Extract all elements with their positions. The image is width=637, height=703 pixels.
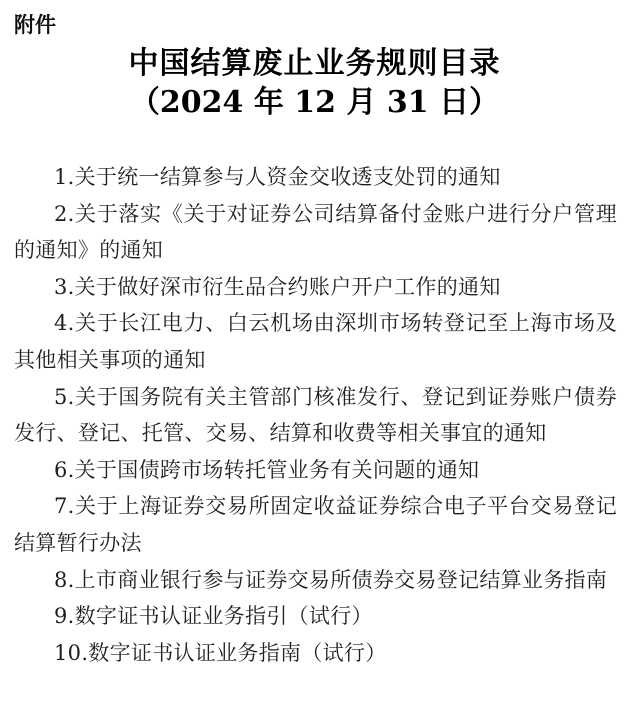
- attachment-label: 附件: [14, 13, 56, 37]
- list-item: 5.关于国务院有关主管部门核准发行、登记到证券账户债券发行、登记、托管、交易、结算和收费等相关事宜的通知: [14, 384, 617, 446]
- list-item: 10.数字证书认证业务指南（试行）: [54, 640, 387, 665]
- list-item: 4.关于长江电力、白云机场由深圳市场转登记至上海市场及其他相关事项的通知: [14, 311, 617, 372]
- list-item: 2.关于落实《关于对证券公司结算备付金账户进行分户管理的通知》的通知: [14, 201, 617, 263]
- list-item: 9.数字证书认证业务指引（试行）: [54, 604, 373, 629]
- document-date-line: （2024 年 12 月 31 日）: [129, 85, 500, 120]
- abolished-rules-list: [14, 159, 617, 671]
- list-item: 7.关于上海证券交易所固定收益证券综合电子平台交易登记结算暂行办法: [14, 494, 617, 555]
- list-item: 6.关于国债跨市场转托管业务有关问题的通知: [54, 457, 480, 482]
- list-item: 8.上市商业银行参与证券交易所债券交易登记结算业务指南: [54, 567, 608, 592]
- list-item: 3.关于做好深市衍生品合约账户开户工作的通知: [54, 274, 501, 299]
- document-title: 中国结算废止业务规则目录: [128, 46, 501, 81]
- list-item: 1.关于统一结算参与人资金交收透支处罚的通知: [54, 165, 501, 189]
